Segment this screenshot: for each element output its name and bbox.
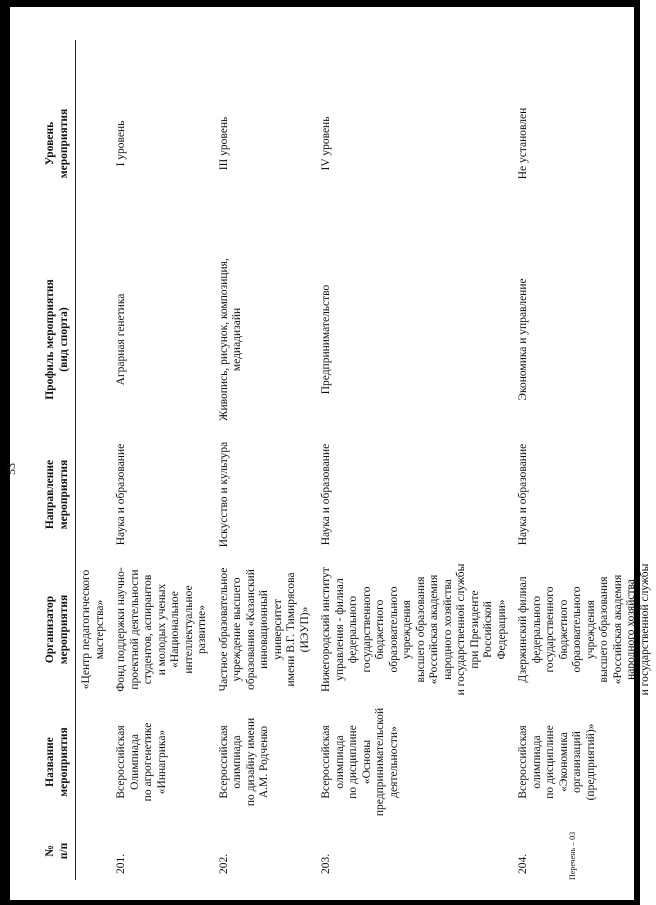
row-level: Не установлен — [517, 107, 529, 180]
header-profile: Профиль мероприятия (вид спорта) — [40, 247, 76, 432]
row-level: I уровень — [115, 120, 127, 167]
row-direction: Наука и образование — [320, 443, 332, 546]
row-level: IV уровень — [320, 116, 332, 171]
row-organizer: Фонд поддержки научно- проектной деятельности студентов, аспирантов и молодых ученых «Национальное интеллектуальное развитие» — [115, 567, 208, 692]
scan-border-top — [0, 0, 640, 7]
table-header-row — [40, 40, 76, 880]
row-profile — [76, 247, 112, 432]
row-level — [76, 40, 112, 247]
row-organizer: Частное образовательное учреждение высшего образования «Казанский инновационный университет имени В.Г. Тимирясова (ИЭУП)» — [217, 567, 311, 692]
row-num — [76, 822, 112, 880]
header-direction: Направление мероприятия — [40, 432, 76, 557]
row-direction: Наука и образование — [115, 443, 127, 546]
table-row — [214, 40, 317, 880]
row-direction: Наука и образование — [517, 443, 529, 546]
row-direction — [76, 432, 112, 557]
row-name — [76, 702, 112, 822]
header-num: № п/п — [40, 822, 76, 880]
table-row — [513, 40, 656, 880]
row-level: III уровень — [217, 116, 230, 171]
footer-note: Перечень – 03 — [568, 831, 577, 880]
header-organizer: Организатор мероприятия — [40, 557, 76, 702]
table-row — [76, 40, 112, 880]
events-table — [40, 40, 656, 880]
row-num: 204. — [517, 853, 529, 874]
row-num: 202. — [217, 853, 230, 874]
row-name: Всероссийская олимпиада по дизайну имени А.М. Родченко — [217, 717, 270, 807]
page-number: 53 — [4, 463, 18, 475]
row-name: Всероссийская олимпиада по дисциплине «Экономика организаций (предприятий)» — [517, 723, 597, 801]
table-row — [316, 40, 513, 880]
row-organizer: Дзержинский филиал федерального государственного бюджетного образовательного учреждения высшего образования «Российская академия народного хозяйства и государственной службы — [517, 563, 651, 696]
rotated-page — [4, 40, 651, 880]
header-name: Название мероприятия — [40, 702, 76, 822]
header-level: Уровень мероприятия — [40, 40, 76, 247]
row-organizer: Нижегородский институт управления - филиал федерального государственного бюджетного образовательного учреждения высшего образования «Российская академия народного хозяйства и государственной службы при Президенте Российской Федерации» — [320, 563, 508, 696]
table-row — [111, 40, 214, 880]
scan-border-left — [0, 0, 10, 905]
row-num: 201. — [115, 853, 127, 874]
row-organizer: «Центр педагогического мастерства» — [80, 569, 106, 690]
row-profile: Экономика и управление — [517, 278, 529, 401]
row-name: Всероссийская Олимпиада по агрогенетике «Иннагрика» — [115, 722, 168, 802]
row-profile: Аграрная генетика — [115, 293, 127, 386]
row-direction: Искусство и культура — [217, 441, 230, 548]
scan-border-bottom — [0, 900, 640, 905]
row-name: Всероссийская олимпиада по дисциплине «Основы предпринимательской деятельности» — [320, 707, 400, 817]
row-profile: Предпринимательство — [320, 284, 332, 395]
row-profile: Живопись, рисунок, композиция, медиадизайн — [217, 258, 243, 421]
row-num: 203. — [320, 853, 332, 874]
